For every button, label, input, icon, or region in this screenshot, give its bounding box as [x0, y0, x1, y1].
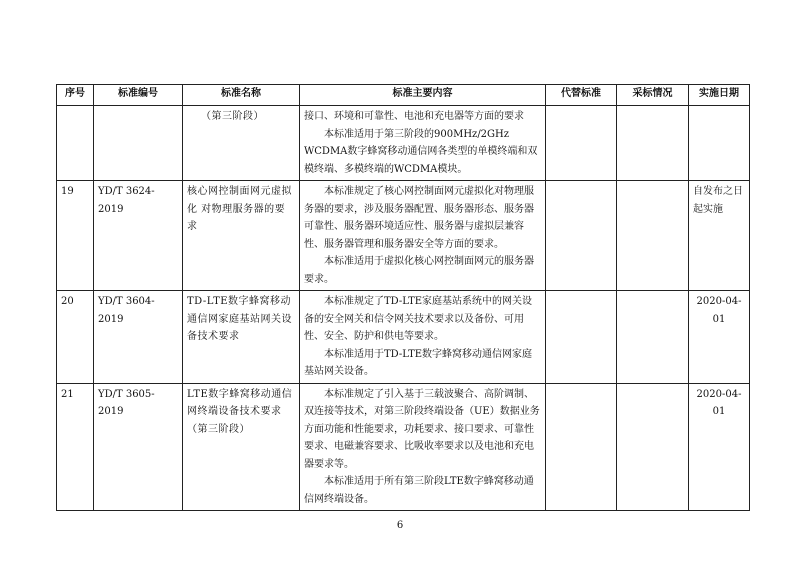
- cell-name: LTE数字蜂窝移动通信网终端设备技术要求（第三阶段）: [183, 383, 300, 511]
- header-seq: 序号: [57, 85, 94, 106]
- header-date: 实施日期: [689, 85, 750, 106]
- cell-date: [689, 106, 750, 181]
- content-paragraph: 本标准适用于虚拟化核心网控制面网元的服务器要求。: [304, 256, 534, 285]
- cell-content: [300, 106, 546, 181]
- cell-replaces: [546, 383, 617, 511]
- content-paragraph: 接口、环境和可靠性、电池和充电器等方面的要求: [304, 111, 524, 122]
- page-number: 6: [396, 520, 404, 531]
- standards-table: [56, 84, 750, 511]
- cell-date: 自发布之日起实施: [689, 181, 750, 291]
- header-name: 标准名称: [183, 85, 300, 106]
- cell-replaces: [546, 291, 617, 384]
- cell-content: [300, 383, 546, 511]
- table-row: [57, 383, 750, 511]
- cell-code: YD/T 3604-2019: [94, 291, 183, 384]
- table-row: [57, 291, 750, 384]
- cell-code: [94, 106, 183, 181]
- cell-content: [300, 181, 546, 291]
- table-row: [57, 181, 750, 291]
- content-paragraph: 本标准规定了核心网控制面网元虚拟化对物理服务器的要求，涉及服务器配置、服务器形态、服务器可靠性、服务器环境适应性、服务器与虚拟层兼容性、服务器管理和服务器安全等方面的要求。: [304, 186, 534, 250]
- cell-seq: 20: [57, 291, 94, 384]
- content-paragraph: 本标准规定了引入基于三载波聚合、高阶调制、双连接等技术，对第三阶段终端设备（UE）数据业务方面功能和性能要求，功耗要求、接口要求、可靠性要求、电磁兼容要求、比吸收率要求以及电池和充电器要求等。: [304, 388, 540, 470]
- content-paragraph: 本标准适用于第三阶段的900MHz/2GHz WCDMA数字蜂窝移动通信网各类型的单模终端和双模终端、多模终端的WCDMA模块。: [304, 128, 538, 175]
- cell-replaces: [546, 106, 617, 181]
- cell-name: （第三阶段）: [183, 106, 300, 181]
- header-adopt: 采标情况: [617, 85, 689, 106]
- cell-adopt: [617, 291, 689, 384]
- cell-content: [300, 291, 546, 384]
- table-row: [57, 106, 750, 181]
- cell-seq: 21: [57, 383, 94, 511]
- cell-code: YD/T 3624-2019: [94, 181, 183, 291]
- header-content: 标准主要内容: [300, 85, 546, 106]
- cell-adopt: [617, 181, 689, 291]
- cell-seq: [57, 106, 94, 181]
- cell-date: 2020-04-01: [689, 383, 750, 511]
- cell-date: 2020-04-01: [689, 291, 750, 384]
- content-paragraph: 本标准适用于TD-LTE数字蜂窝移动通信网家庭基站网关设备。: [304, 348, 533, 377]
- table-header-row: [57, 85, 750, 106]
- header-replaces: 代替标准: [546, 85, 617, 106]
- cell-adopt: [617, 106, 689, 181]
- cell-replaces: [546, 181, 617, 291]
- content-paragraph: 本标准适用于所有第三阶段LTE数字蜂窝移动通信网终端设备。: [304, 476, 534, 505]
- content-paragraph: 本标准规定了TD-LTE家庭基站系统中的网关设备的安全网关和信令网关技术要求以及备份、可用性、安全、防护和供电等要求。: [304, 296, 533, 342]
- cell-adopt: [617, 383, 689, 511]
- cell-code: YD/T 3605-2019: [94, 383, 183, 511]
- cell-name: TD-LTE数字蜂窝移动通信网家庭基站网关设备技术要求: [183, 291, 300, 384]
- header-code: 标准编号: [94, 85, 183, 106]
- cell-seq: 19: [57, 181, 94, 291]
- cell-name: 核心网控制面网元虚拟化 对物理服务器的要求: [183, 181, 300, 291]
